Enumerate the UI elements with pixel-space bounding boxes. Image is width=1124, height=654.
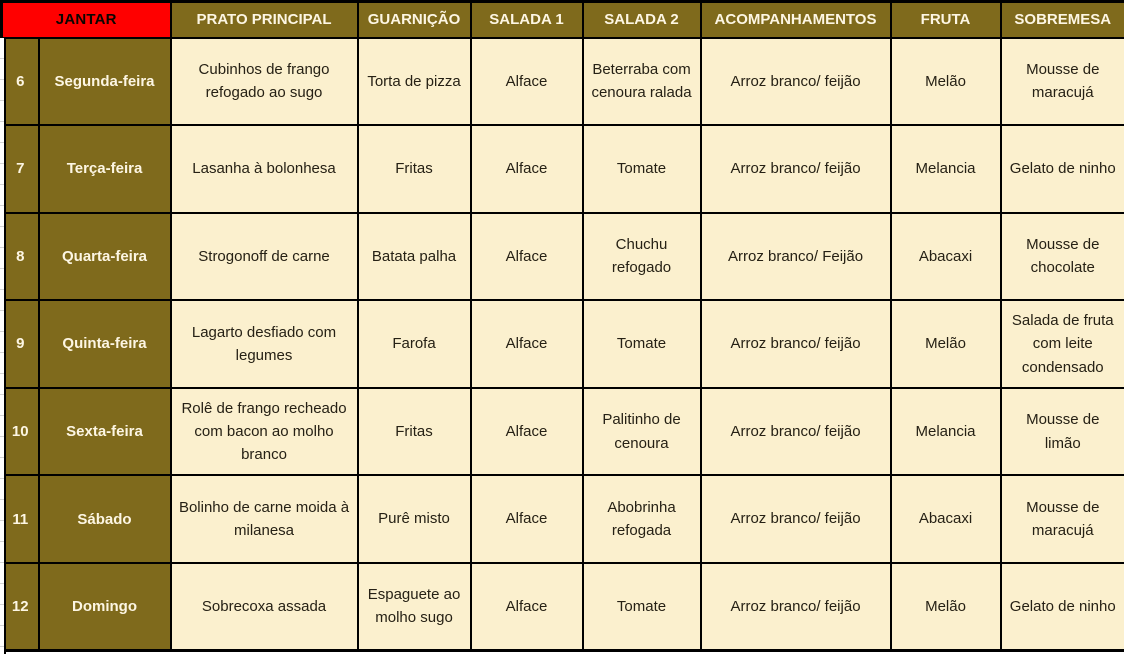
table-row	[2, 388, 1124, 476]
menu-cell: Mousse de chocolate	[1001, 213, 1124, 301]
menu-cell: Espaguete ao molho sugo	[358, 563, 471, 651]
menu-cell: Fritas	[358, 125, 471, 213]
table-row	[2, 300, 1124, 388]
day-number: 11	[2, 475, 39, 563]
menu-cell: Abacaxi	[891, 475, 1001, 563]
menu-cell: Mousse de limão	[1001, 388, 1124, 476]
menu-cell: Melão	[891, 563, 1001, 651]
day-name: Domingo	[39, 563, 171, 651]
day-name: Sexta-feira	[39, 388, 171, 476]
menu-cell: Lagarto desfiado com legumes	[171, 300, 358, 388]
menu-cell: Tomate	[583, 125, 701, 213]
menu-cell: Alface	[471, 213, 583, 301]
table-body	[2, 38, 1124, 651]
menu-cell: Chuchu refogado	[583, 213, 701, 301]
menu-cell: Arroz branco/ feijão	[701, 125, 891, 213]
column-header: SALADA 2	[583, 2, 701, 38]
menu-cell: Arroz branco/ feijão	[701, 300, 891, 388]
day-number: 10	[2, 388, 39, 476]
table-header	[2, 2, 1124, 38]
menu-cell: Mousse de maracujá	[1001, 475, 1124, 563]
menu-cell: Abobrinha refogada	[583, 475, 701, 563]
header-row	[2, 2, 1124, 38]
menu-cell: Arroz branco/ feijão	[701, 388, 891, 476]
day-number: 8	[2, 213, 39, 301]
menu-cell: Melão	[891, 38, 1001, 126]
menu-cell: Arroz branco/ feijão	[701, 38, 891, 126]
menu-cell: Salada de fruta com leite condensado	[1001, 300, 1124, 388]
column-header: ACOMPANHAMENTOS	[701, 2, 891, 38]
menu-cell: Purê misto	[358, 475, 471, 563]
menu-cell: Alface	[471, 38, 583, 126]
jantar-title: JANTAR	[2, 2, 171, 38]
day-name: Segunda-feira	[39, 38, 171, 126]
column-header: GUARNIÇÃO	[358, 2, 471, 38]
day-number: 9	[2, 300, 39, 388]
menu-cell: Rolê de frango recheado com bacon ao molho branco	[171, 388, 358, 476]
menu-cell: Lasanha à bolonhesa	[171, 125, 358, 213]
menu-cell: Abacaxi	[891, 213, 1001, 301]
menu-cell: Alface	[471, 475, 583, 563]
day-name: Quarta-feira	[39, 213, 171, 301]
menu-cell: Strogonoff de carne	[171, 213, 358, 301]
menu-cell: Fritas	[358, 388, 471, 476]
menu-cell: Arroz branco/ Feijão	[701, 213, 891, 301]
menu-cell: Gelato de ninho	[1001, 563, 1124, 651]
day-number: 6	[2, 38, 39, 126]
day-number: 12	[2, 563, 39, 651]
menu-cell: Alface	[471, 388, 583, 476]
menu-cell: Mousse de maracujá	[1001, 38, 1124, 126]
menu-cell: Farofa	[358, 300, 471, 388]
menu-cell: Tomate	[583, 300, 701, 388]
menu-cell: Cubinhos de frango refogado ao sugo	[171, 38, 358, 126]
menu-cell: Melancia	[891, 125, 1001, 213]
day-name: Sábado	[39, 475, 171, 563]
column-header: SOBREMESA	[1001, 2, 1124, 38]
menu-cell: Batata palha	[358, 213, 471, 301]
menu-cell: Beterraba com cenoura ralada	[583, 38, 701, 126]
day-name: Terça-feira	[39, 125, 171, 213]
day-number: 7	[2, 125, 39, 213]
table-row	[2, 563, 1124, 651]
menu-cell: Gelato de ninho	[1001, 125, 1124, 213]
column-header: SALADA 1	[471, 2, 583, 38]
menu-cell: Sobrecoxa assada	[171, 563, 358, 651]
menu-cell: Alface	[471, 563, 583, 651]
menu-cell: Bolinho de carne moida à milanesa	[171, 475, 358, 563]
column-header: PRATO PRINCIPAL	[171, 2, 358, 38]
menu-cell: Arroz branco/ feijão	[701, 475, 891, 563]
menu-cell: Arroz branco/ feijão	[701, 563, 891, 651]
menu-cell: Alface	[471, 300, 583, 388]
menu-cell: Tomate	[583, 563, 701, 651]
column-header: FRUTA	[891, 2, 1001, 38]
spreadsheet-edge-strip	[0, 38, 6, 654]
menu-cell: Torta de pizza	[358, 38, 471, 126]
table-row	[2, 475, 1124, 563]
menu-cell: Alface	[471, 125, 583, 213]
menu-cell: Melancia	[891, 388, 1001, 476]
table-row	[2, 38, 1124, 126]
day-name: Quinta-feira	[39, 300, 171, 388]
table-row	[2, 125, 1124, 213]
menu-cell: Melão	[891, 300, 1001, 388]
table-row	[2, 213, 1124, 301]
menu-cell: Palitinho de cenoura	[583, 388, 701, 476]
